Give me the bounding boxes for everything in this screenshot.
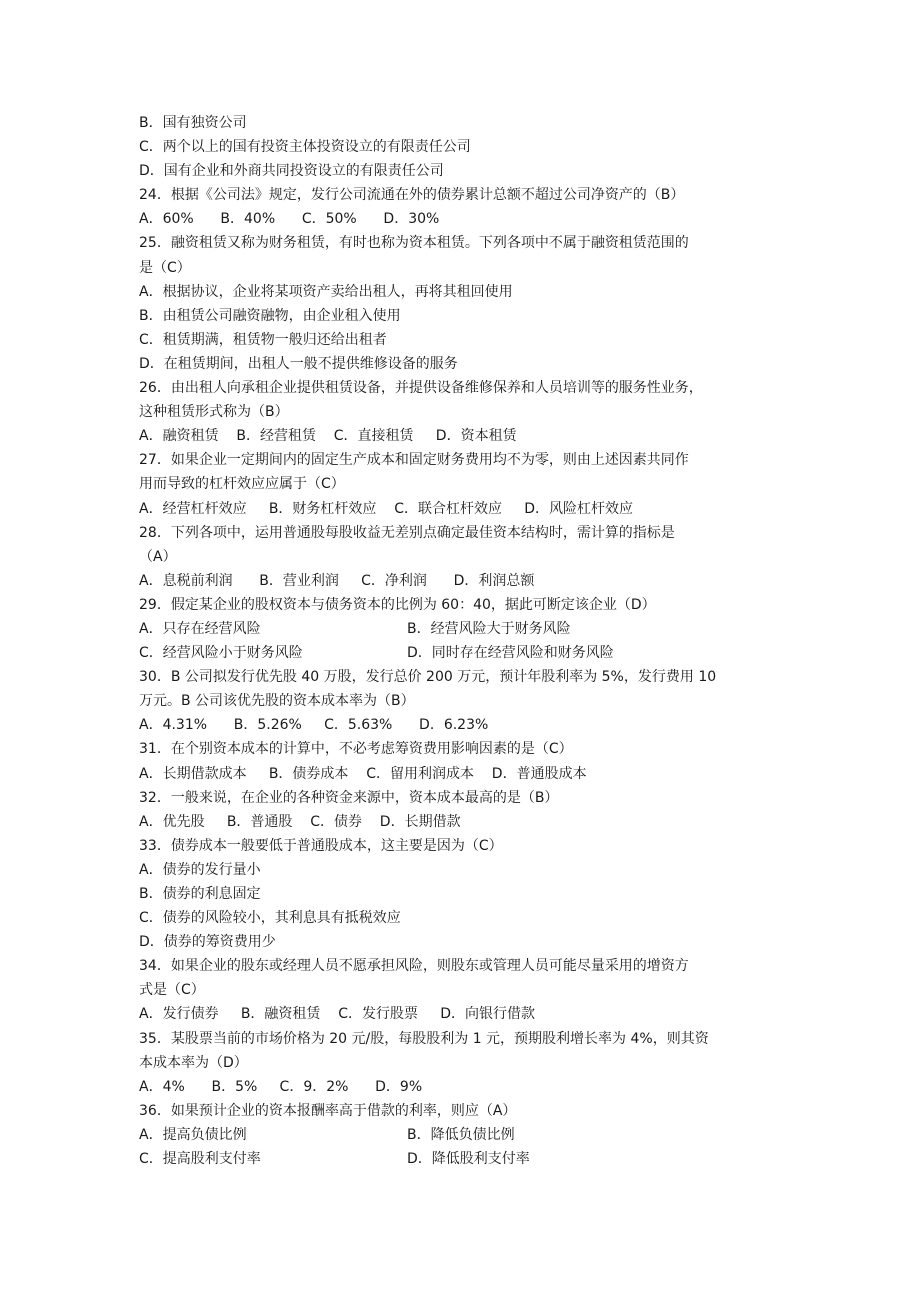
option-row	[139, 1123, 784, 1147]
option-text: C．提高股利支付率	[139, 1151, 261, 1168]
text-line: A．经营杠杆效应 B．财务杠杆效应 C．联合杠杆效应 D．风险杠杆效应	[139, 500, 634, 517]
text-line: （A）	[139, 548, 177, 565]
text-line: 26．由出租人向承租企业提供租赁设备，并提供设备维修保养和人员培训等的服务性业务，	[139, 380, 703, 397]
text-line: 29．假定某企业的股权资本与债务资本的比例为 60：40，据此可断定该企业（D）	[139, 596, 656, 613]
text-line: A．长期借款成本 B．债券成本 C．留用利润成本 D．普通股成本	[139, 765, 587, 782]
text-line: 25．融资租赁又称为财务租赁，有时也称为资本租赁。下列各项中不属于融资租赁范围的	[139, 235, 689, 252]
text-line: 34．如果企业的股东或经理人员不愿承担风险，则股东或管理人员可能尽量采用的增资方	[139, 958, 689, 975]
text-line: 27．如果企业一定期间内的固定生产成本和固定财务费用均不为零，则由上述因素共同作	[139, 452, 689, 469]
text-line: 31．在个别资本成本的计算中，不必考虑筹资费用影响因素的是（C）	[139, 741, 573, 758]
text-line: A．发行债券 B．融资租赁 C．发行股票 D．向银行借款	[139, 1006, 536, 1023]
text-line: 用而导致的杠杆效应应属于（C）	[139, 476, 345, 493]
text-line: 36．如果预计企业的资本报酬率高于借款的利率，则应（A）	[139, 1102, 517, 1119]
option-text: A．提高负债比例	[139, 1126, 247, 1143]
text-line: D．在租赁期间，出租人一般不提供维修设备的服务	[139, 355, 458, 372]
text-line: A．4.31% B．5.26% C．5.63% D．6.23%	[139, 717, 489, 734]
option-text: B．降低负债比例	[407, 1126, 515, 1143]
option-row	[139, 641, 784, 665]
text-line: C．债券的风险较小，其利息具有抵税效应	[139, 910, 401, 927]
option-row	[139, 1147, 784, 1171]
option-text: D．降低股利支付率	[407, 1151, 530, 1168]
text-line: B．国有独资公司	[139, 115, 247, 131]
text-line: 28．下列各项中，运用普通股每股收益无差别点确定最佳资本结构时，需计算的指标是	[139, 524, 675, 541]
text-line: A．60% B．40% C．50% D．30%	[139, 211, 440, 228]
option-text: B．经营风险大于财务风险	[407, 620, 571, 637]
text-line: 本成本率为（D）	[139, 1054, 248, 1071]
text-line: B．债券的利息固定	[139, 886, 261, 902]
option-text: C．经营风险小于财务风险	[139, 645, 303, 662]
text-line: 24．根据《公司法》规定，发行公司流通在外的债券累计总额不超过公司净资产的（B）	[139, 187, 685, 204]
text-line: A．根据协议，企业将某项资产卖给出租人，再将其租回使用	[139, 283, 513, 300]
text-line: A．息税前利润 B．营业利润 C．净利润 D．利润总额	[139, 572, 535, 589]
text-line: 式是（C）	[139, 982, 205, 999]
document-page	[139, 111, 784, 1171]
text-line: C．两个以上的国有投资主体投资设立的有限责任公司	[139, 139, 471, 156]
option-text: A．只存在经营风险	[139, 620, 261, 637]
text-line: 这种租赁形式称为（B）	[139, 404, 289, 421]
text-line: 万元。B 公司该优先股的资本成本率为（B）	[139, 693, 415, 710]
text-line: 32．一般来说，在企业的各种资金来源中，资本成本最高的是（B）	[139, 789, 559, 806]
option-text: D．同时存在经营风险和财务风险	[407, 645, 614, 662]
text-line: A．4% B．5% C．9．2% D．9%	[139, 1078, 423, 1095]
text-line: A．融资租赁 B．经营租赁 C．直接租赁 D．资本租赁	[139, 428, 517, 445]
text-line: 33．债券成本一般要低于普通股成本，这主要是因为（C）	[139, 837, 503, 854]
text-line: 30．B 公司拟发行优先股 40 万股，发行总价 200 万元，预计年股利率为 5%，发行费用 10	[139, 669, 717, 686]
text-line: 是（C）	[139, 259, 191, 276]
text-line: A．优先股 B．普通股 C．债券 D．长期借款	[139, 813, 461, 830]
option-row	[139, 617, 784, 641]
text-line: 35．某股票当前的市场价格为 20 元/股，每股股利为 1 元，预期股利增长率为 4%，则其资	[139, 1030, 709, 1047]
text-line: C．租赁期满，租赁物一般归还给出租者	[139, 331, 387, 348]
text-line: D．债券的筹资费用少	[139, 934, 276, 951]
text-line: D．国有企业和外商共同投资设立的有限责任公司	[139, 163, 444, 180]
text-line: A．债券的发行量小	[139, 861, 261, 878]
text-line: B．由租赁公司融资融物，由企业租入使用	[139, 307, 401, 324]
